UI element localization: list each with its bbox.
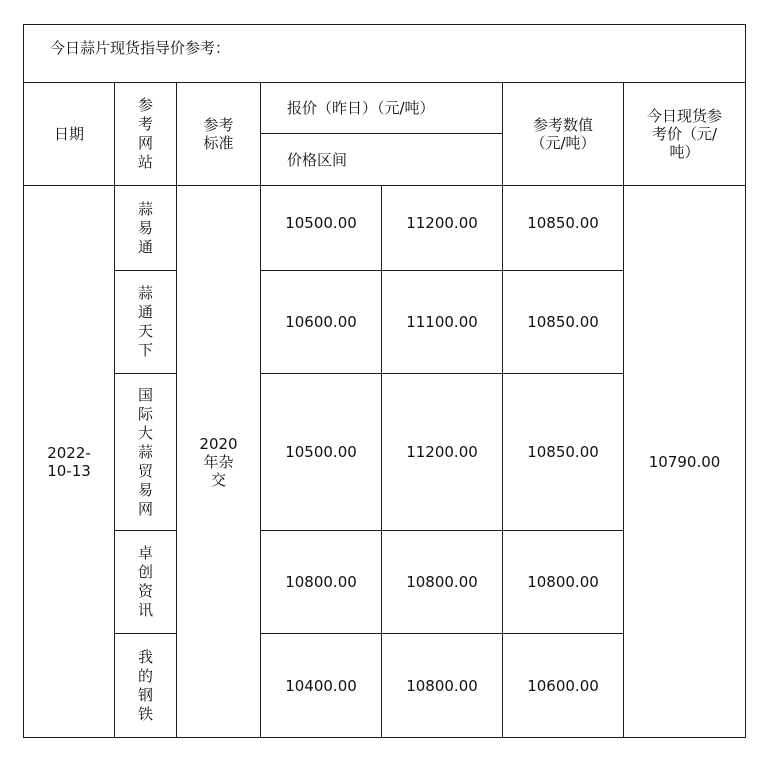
high-price: 11100.00: [406, 313, 478, 331]
ref-value: 10850.00: [527, 443, 599, 461]
ref-value-cell: [503, 271, 624, 374]
table-title: 今日蒜片现货指导价参考：: [24, 25, 746, 83]
site-cell: [115, 186, 177, 271]
site-cell: [115, 531, 177, 634]
low-price-cell: [261, 186, 382, 271]
low-price: 10600.00: [285, 313, 357, 331]
header-reference-label: 参考数值（元/吨）: [530, 116, 596, 152]
header-reference: [503, 83, 624, 186]
ref-value-cell: [503, 186, 624, 271]
header-site-label: 参考网站: [138, 96, 154, 171]
high-price: 11200.00: [406, 443, 478, 461]
site-name: 卓创资讯: [138, 544, 154, 619]
site-name: 国际大蒜贸易网: [138, 385, 154, 518]
low-price: 10800.00: [285, 573, 357, 591]
header-today: [624, 83, 746, 186]
ref-value: 10600.00: [527, 676, 599, 695]
high-price-cell: [382, 634, 503, 738]
price-table-container: [23, 24, 745, 737]
header-site: [115, 83, 177, 186]
site-name: 我的钢铁: [138, 647, 154, 723]
ref-value: 10800.00: [527, 573, 599, 591]
header-date: 日期: [24, 83, 115, 186]
site-cell: [115, 374, 177, 531]
low-price: 10500.00: [285, 214, 357, 232]
header-standard-label: 参考标准: [203, 116, 234, 152]
ref-value-cell: [503, 374, 624, 531]
header-standard: [177, 83, 261, 186]
table-row: [24, 186, 746, 271]
header-today-label: 今日现货参考价（元/吨）: [647, 107, 723, 161]
garlic-price-table: [23, 24, 746, 738]
date-cell: [24, 186, 115, 738]
site-cell: [115, 634, 177, 738]
ref-value: 10850.00: [527, 214, 599, 232]
high-price-cell: [382, 271, 503, 374]
header-row-1: [24, 83, 746, 134]
today-price-cell: [624, 186, 746, 738]
date-value: 2022-10-13: [47, 443, 91, 480]
standard-value: 2020年杂交: [199, 434, 238, 489]
high-price: 10800.00: [406, 676, 478, 695]
high-price-cell: [382, 531, 503, 634]
high-price-cell: [382, 374, 503, 531]
low-price-cell: [261, 374, 382, 531]
low-price: 10500.00: [285, 443, 357, 461]
low-price-cell: [261, 531, 382, 634]
header-quote: 报价（昨日）（元/吨）: [261, 83, 503, 134]
title-row: [24, 25, 746, 83]
site-name: 蒜易通: [138, 199, 154, 256]
low-price: 10400.00: [285, 676, 357, 695]
low-price-cell: [261, 271, 382, 374]
site-cell: [115, 271, 177, 374]
high-price: 11200.00: [406, 214, 478, 232]
site-name: 蒜通天下: [138, 284, 154, 359]
ref-value-cell: [503, 531, 624, 634]
low-price-cell: [261, 634, 382, 738]
high-price-cell: [382, 186, 503, 271]
standard-cell: [177, 186, 261, 738]
ref-value-cell: [503, 634, 624, 738]
ref-value: 10850.00: [527, 313, 599, 331]
header-range: 价格区间: [261, 134, 503, 186]
today-price: 10790.00: [648, 452, 721, 471]
high-price: 10800.00: [406, 573, 478, 591]
